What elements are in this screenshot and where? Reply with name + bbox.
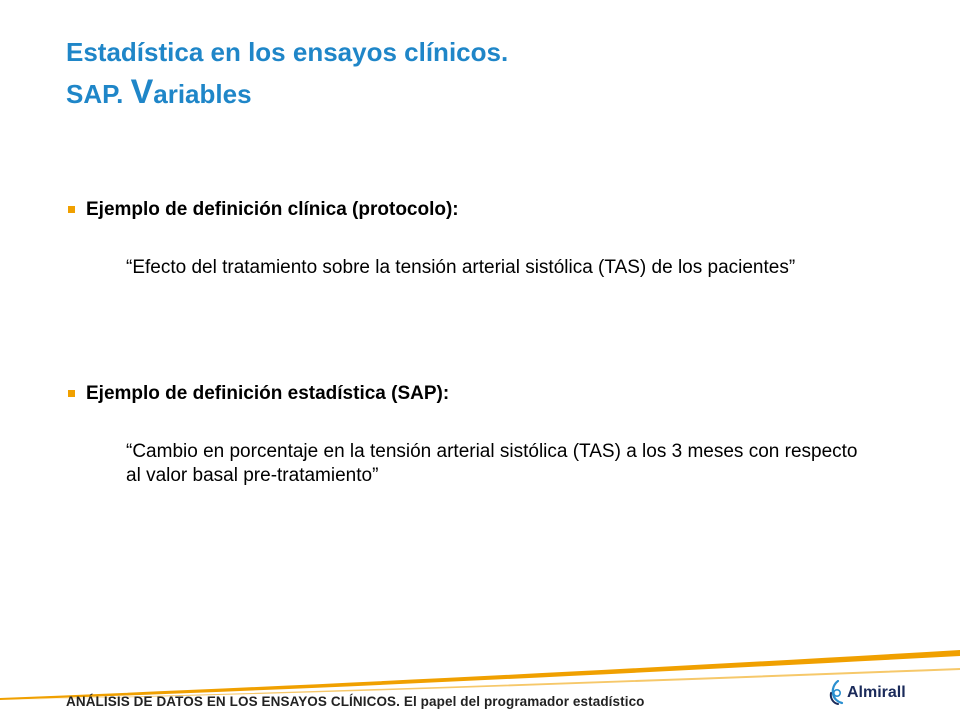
bullet-item xyxy=(66,198,866,280)
definition-quote-text: “Cambio en porcentaje en la tensión arterial sistólica (TAS) a los 3 meses con respecto al valor basal pre-tratamiento” xyxy=(126,441,858,486)
footer-text xyxy=(66,694,645,709)
almirall-logo-icon xyxy=(828,680,844,706)
bullet-heading: Ejemplo de definición clínica (protocolo): xyxy=(86,199,459,220)
title-big-letter: V xyxy=(130,73,154,111)
footer-subtitle: El papel del programador estadístico xyxy=(400,694,645,709)
title-line-1: Estadística en los ensayos clínicos. xyxy=(66,37,509,67)
definition-quote xyxy=(104,256,866,280)
footer-caps: ANÁLISIS DE DATOS EN LOS ENSAYOS CLÍNICOS. xyxy=(66,694,401,709)
definition-quote-text: “Efecto del tratamiento sobre la tensión arterial sistólica (TAS) de los pacientes” xyxy=(126,257,796,278)
slide-title xyxy=(66,32,886,114)
title-line-2-rest: ariables xyxy=(153,79,252,109)
title-line-2-prefix: SAP. xyxy=(66,79,131,109)
definition-quote xyxy=(104,440,866,488)
orange-swoosh-decoration xyxy=(0,640,960,700)
square-bullet-icon xyxy=(68,390,75,397)
company-logo xyxy=(828,678,906,708)
bullet-heading-row xyxy=(66,382,866,406)
square-bullet-icon xyxy=(68,206,75,213)
logo-wordmark: Almirall xyxy=(847,684,906,701)
bullet-heading-row xyxy=(66,198,866,222)
bullet-heading: Ejemplo de definición estadística (SAP): xyxy=(86,383,450,404)
bullet-item xyxy=(66,382,866,488)
